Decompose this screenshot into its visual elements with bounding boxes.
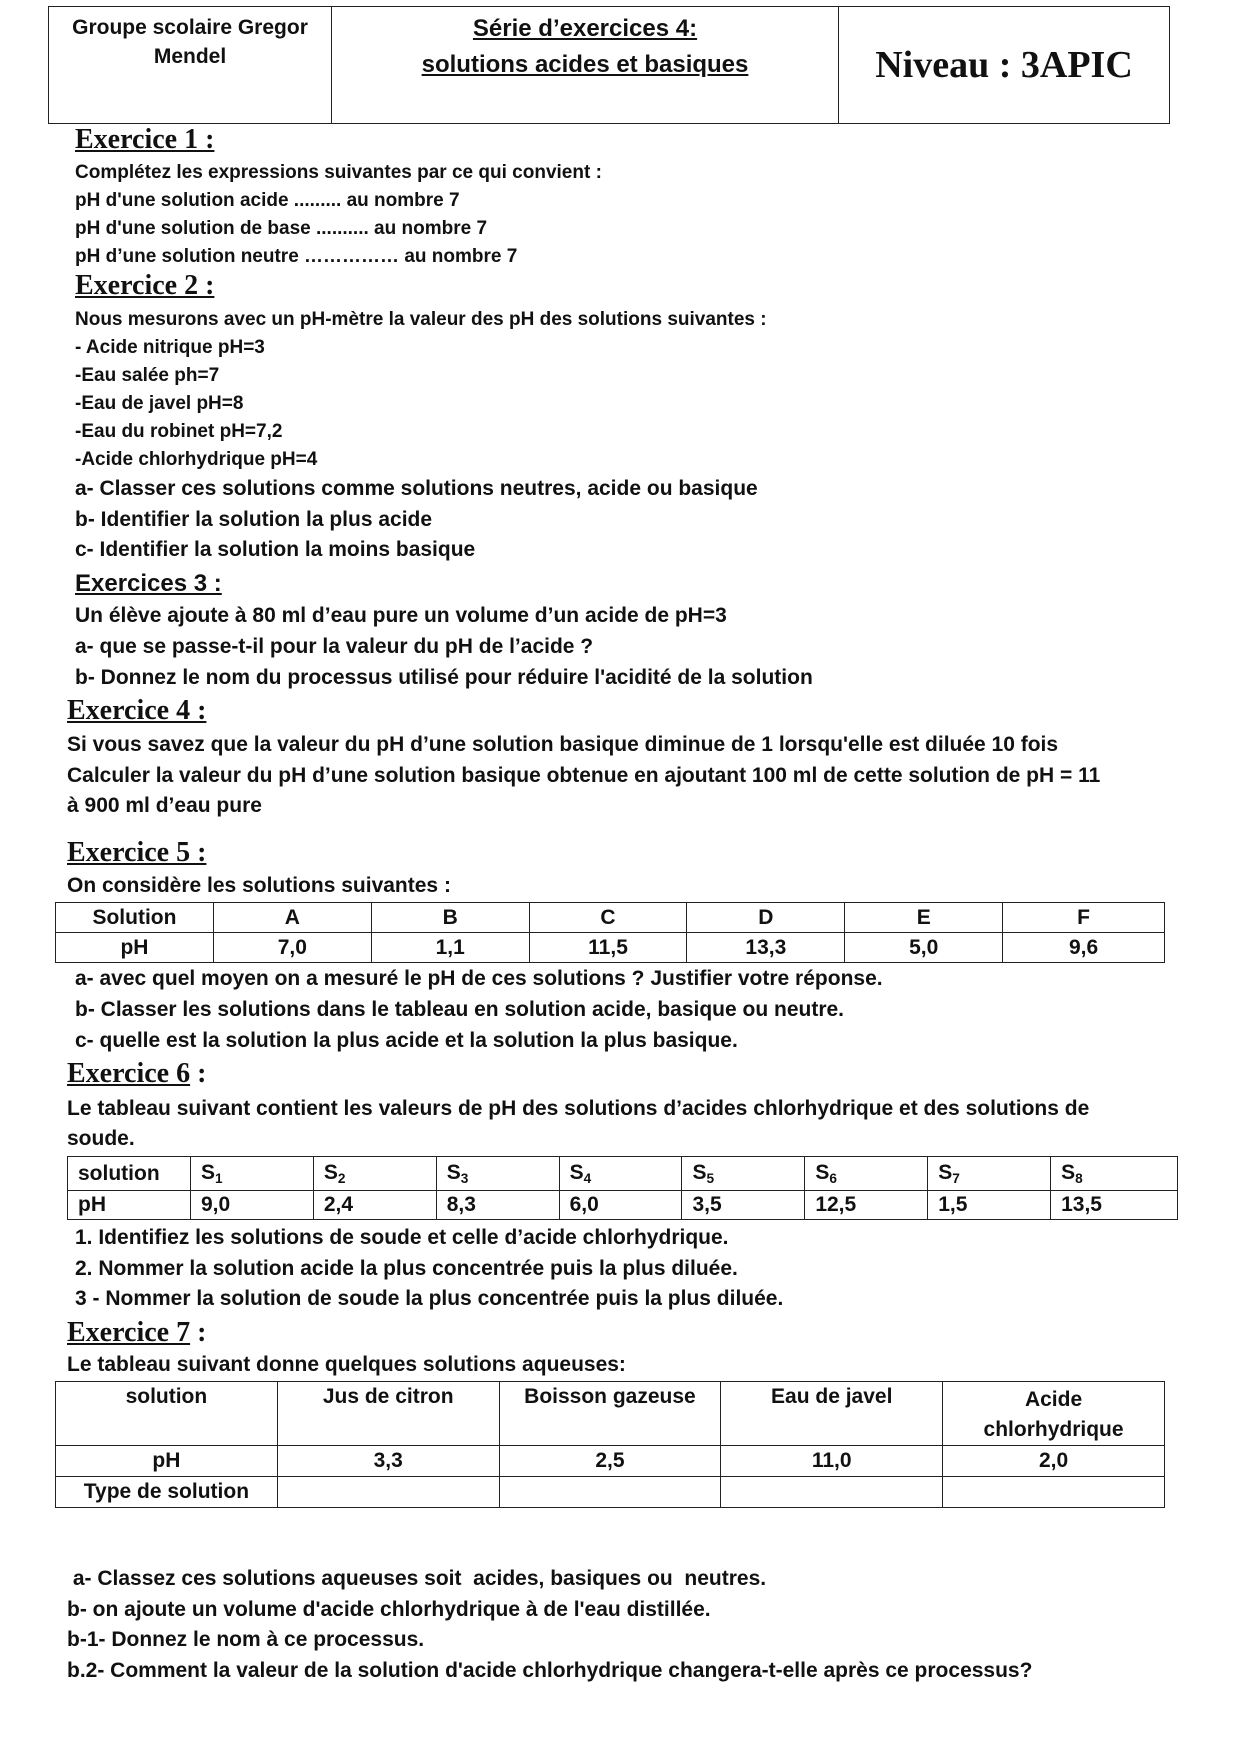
ex7-question-b2: b.2- Comment la valeur de la solution d'acide chlorhydrique changera-t-elle après ce processus? (67, 1659, 1033, 1682)
ex6-cell-s2 (313, 1157, 436, 1191)
header-box (48, 6, 1170, 124)
series-title (332, 7, 839, 123)
ex6-cell-ph-s3: 8,3 (436, 1191, 559, 1220)
ex2-line-1: Nous mesurons avec un pH-mètre la valeur des pH des solutions suivantes : (75, 309, 767, 330)
ex2-question-a: a- Classer ces solutions comme solutions neutres, acide ou basique (75, 477, 758, 500)
ex5-table-row-solution (56, 903, 1165, 933)
ex5-title (67, 837, 206, 869)
ex2-line-6: -Acide chlorhydrique pH=4 (75, 449, 318, 470)
ex5-question-b: b- Classer les solutions dans le tableau en solution acide, basique ou neutre. (75, 998, 845, 1021)
ex7-title-colon: : (190, 1317, 207, 1348)
ex5-cell-a: A (213, 903, 371, 933)
ex6-s1-letter: S (200, 1160, 215, 1184)
ex6-question-2: 2. Nommer la solution acide la plus concentrée puis la plus diluée. (75, 1257, 738, 1280)
ex5-cell-ph-d: 13,3 (687, 933, 845, 963)
ex5-cell-ph-label: pH (56, 933, 214, 963)
ex7-cell-type-javel (721, 1477, 943, 1508)
ex2-line-3: -Eau salée ph=7 (75, 365, 220, 386)
ex7-title-text: Exercice 7 (67, 1317, 191, 1348)
ex5-cell-ph-e: 5,0 (845, 933, 1003, 963)
ex6-title (67, 1058, 206, 1090)
ex7-cell-ph-citron: 3,3 (277, 1446, 499, 1477)
ex5-cell-header: Solution (56, 903, 214, 933)
level-label: Niveau : 3APIC (875, 44, 1133, 86)
ex6-cell-ph-s8: 13,5 (1051, 1191, 1178, 1220)
ex4-title (67, 695, 206, 727)
ex7-cell-gazeuse: Boisson gazeuse (499, 1382, 721, 1446)
ex6-cell-s3 (436, 1157, 559, 1191)
ex6-cell-ph-s4: 6,0 (559, 1191, 682, 1220)
ex3-line-2: a- que se passe-t-il pour la valeur du pH de l’acide ? (75, 635, 594, 658)
ex5-question-a: a- avec quel moyen on a mesuré le pH de ces solutions ? Justifier votre réponse. (75, 967, 883, 990)
ex6-intro-2: soude. (67, 1127, 135, 1150)
ex2-title (75, 270, 214, 302)
ex7-table-row-head (56, 1382, 1165, 1446)
ex7-table-row-type (56, 1477, 1165, 1508)
ex3-line-1: Un élève ajoute à 80 ml d’eau pure un volume d’un acide de pH=3 (75, 604, 727, 627)
ex7-table-row-ph (56, 1446, 1165, 1477)
ex2-line-5: -Eau du robinet pH=7,2 (75, 421, 283, 442)
ex6-s2-letter: S (323, 1160, 338, 1184)
ex7-cell-ph-acide: 2,0 (943, 1446, 1165, 1477)
ex6-s2-index: 2 (337, 1171, 346, 1187)
ex5-cell-c: C (529, 903, 687, 933)
ex1-line-1: Complétez les expressions suivantes par ce qui convient : (75, 162, 602, 183)
school-line-1: Groupe scolaire Gregor (72, 16, 308, 39)
ex1-line-3: pH d'une solution de base .......... au nombre 7 (75, 218, 488, 239)
ex6-s8-index: 8 (1075, 1171, 1083, 1187)
ex4-line-2: Calculer la valeur du pH d’une solution basique obtenue en ajoutant 100 ml de cette solution de pH = 11 (67, 764, 1101, 787)
ex6-cell-s6 (805, 1157, 928, 1191)
ex5-cell-f: F (1003, 903, 1165, 933)
ex6-question-1: 1. Identifiez les solutions de soude et celle d’acide chlorhydrique. (75, 1226, 729, 1249)
school-line-2: Mendel (153, 45, 227, 68)
ex7-acide-line-2: chlorhydrique (983, 1418, 1124, 1441)
ex5-title-text: Exercice 5 : (67, 837, 207, 868)
ex3-title-text: Exercices 3 : (75, 570, 222, 597)
ex6-cell-ph-s5: 3,5 (682, 1191, 805, 1220)
ex6-table-row-solution (68, 1157, 1178, 1191)
ex2-question-c: c- Identifier la solution la moins basique (75, 538, 476, 561)
ex6-cell-s8 (1051, 1157, 1178, 1191)
ex5-cell-ph-c: 11,5 (529, 933, 687, 963)
ex7-cell-ph-label: pH (56, 1446, 278, 1477)
ex6-cell-ph-s2: 2,4 (313, 1191, 436, 1220)
ex7-cell-type-acide (943, 1477, 1165, 1508)
ex7-cell-header: solution (56, 1382, 278, 1446)
ex7-question-b1: b-1- Donnez le nom à ce processus. (67, 1628, 425, 1651)
ex7-cell-type-gazeuse (499, 1477, 721, 1508)
ex6-s1-index: 1 (214, 1171, 223, 1187)
ex1-line-2: pH d'une solution acide ......... au nombre 7 (75, 190, 460, 211)
ex7-cell-javel: Eau de javel (721, 1382, 943, 1446)
ex7-cell-acide (943, 1382, 1165, 1446)
ex7-cell-citron: Jus de citron (277, 1382, 499, 1446)
ex7-cell-type-label: Type de solution (56, 1477, 278, 1508)
ex7-table (55, 1381, 1165, 1508)
ex6-cell-s4 (559, 1157, 682, 1191)
ex5-table-row-ph (56, 933, 1165, 963)
ex5-cell-b: B (371, 903, 529, 933)
ex6-s3-index: 3 (460, 1171, 469, 1187)
series-line-2: solutions acides et basiques (421, 51, 749, 78)
ex6-s7-index: 7 (952, 1171, 960, 1187)
ex6-table (67, 1156, 1178, 1220)
ex2-line-2: - Acide nitrique pH=3 (75, 337, 265, 358)
ex4-title-text: Exercice 4 : (67, 695, 207, 726)
ex6-s5-letter: S (692, 1160, 707, 1184)
ex4-line-3: à 900 ml d’eau pure (67, 794, 262, 817)
ex7-title (67, 1317, 206, 1349)
ex5-cell-ph-a: 7,0 (213, 933, 371, 963)
ex2-question-b: b- Identifier la solution la plus acide (75, 508, 433, 531)
ex6-table-row-ph (68, 1191, 1178, 1220)
ex6-title-colon: : (190, 1058, 207, 1089)
ex6-intro-1: Le tableau suivant contient les valeurs de pH des solutions d’acides chlorhydrique et des solutions de (67, 1097, 1090, 1120)
ex7-question-b: b- on ajoute un volume d'acide chlorhydrique à de l'eau distillée. (67, 1598, 711, 1621)
ex1-title-text: Exercice 1 : (75, 124, 215, 155)
ex6-cell-ph-s7: 1,5 (928, 1191, 1051, 1220)
ex2-title-text: Exercice 2 : (75, 270, 215, 301)
ex6-s8-letter: S (1061, 1160, 1076, 1184)
ex5-cell-ph-b: 1,1 (371, 933, 529, 963)
ex6-s7-letter: S (938, 1160, 953, 1184)
ex3-line-3: b- Donnez le nom du processus utilisé pour réduire l'acidité de la solution (75, 666, 813, 689)
ex6-cell-s5 (682, 1157, 805, 1191)
ex5-cell-e: E (845, 903, 1003, 933)
ex2-line-4: -Eau de javel pH=8 (75, 393, 244, 414)
ex7-question-a: a- Classez ces solutions aqueuses soit acides, basiques ou neutres. (67, 1567, 767, 1590)
ex6-s4-index: 4 (583, 1171, 592, 1187)
ex6-cell-ph-s6: 12,5 (805, 1191, 928, 1220)
series-line-1: Série d’exercices 4: (472, 15, 698, 42)
ex4-line-1: Si vous savez que la valeur du pH d’une solution basique diminue de 1 lorsqu'elle est diluée 10 fois (67, 733, 1059, 756)
ex6-title-text: Exercice 6 (67, 1058, 191, 1089)
ex5-cell-d: D (687, 903, 845, 933)
ex6-cell-ph-label: pH (68, 1191, 191, 1220)
ex7-acide-line-1: Acide (1024, 1388, 1083, 1411)
ex6-cell-s7 (928, 1157, 1051, 1191)
ex6-s6-letter: S (815, 1160, 830, 1184)
ex7-cell-ph-gazeuse: 2,5 (499, 1446, 721, 1477)
ex3-title (75, 570, 222, 598)
ex5-question-c: c- quelle est la solution la plus acide et la solution la plus basique. (75, 1029, 738, 1052)
ex5-cell-ph-f: 9,6 (1003, 933, 1165, 963)
ex6-cell-ph-s1: 9,0 (190, 1191, 313, 1220)
ex1-title (75, 124, 214, 156)
ex6-s6-index: 6 (829, 1171, 837, 1187)
ex6-s5-index: 5 (706, 1171, 715, 1187)
ex1-line-4: pH d’une solution neutre …………… au nombre 7 (75, 246, 518, 267)
ex7-cell-type-citron (277, 1477, 499, 1508)
ex6-question-3: 3 - Nommer la solution de soude la plus concentrée puis la plus diluée. (75, 1287, 784, 1310)
ex6-s3-letter: S (446, 1160, 461, 1184)
school-name (49, 7, 332, 123)
ex7-intro: Le tableau suivant donne quelques solutions aqueuses: (67, 1353, 626, 1376)
ex5-table (55, 902, 1165, 963)
ex5-intro: On considère les solutions suivantes : (67, 874, 451, 897)
ex7-cell-ph-javel: 11,0 (721, 1446, 943, 1477)
ex6-cell-header: solution (68, 1157, 191, 1191)
ex6-cell-s1 (190, 1157, 313, 1191)
ex6-s4-letter: S (569, 1160, 584, 1184)
